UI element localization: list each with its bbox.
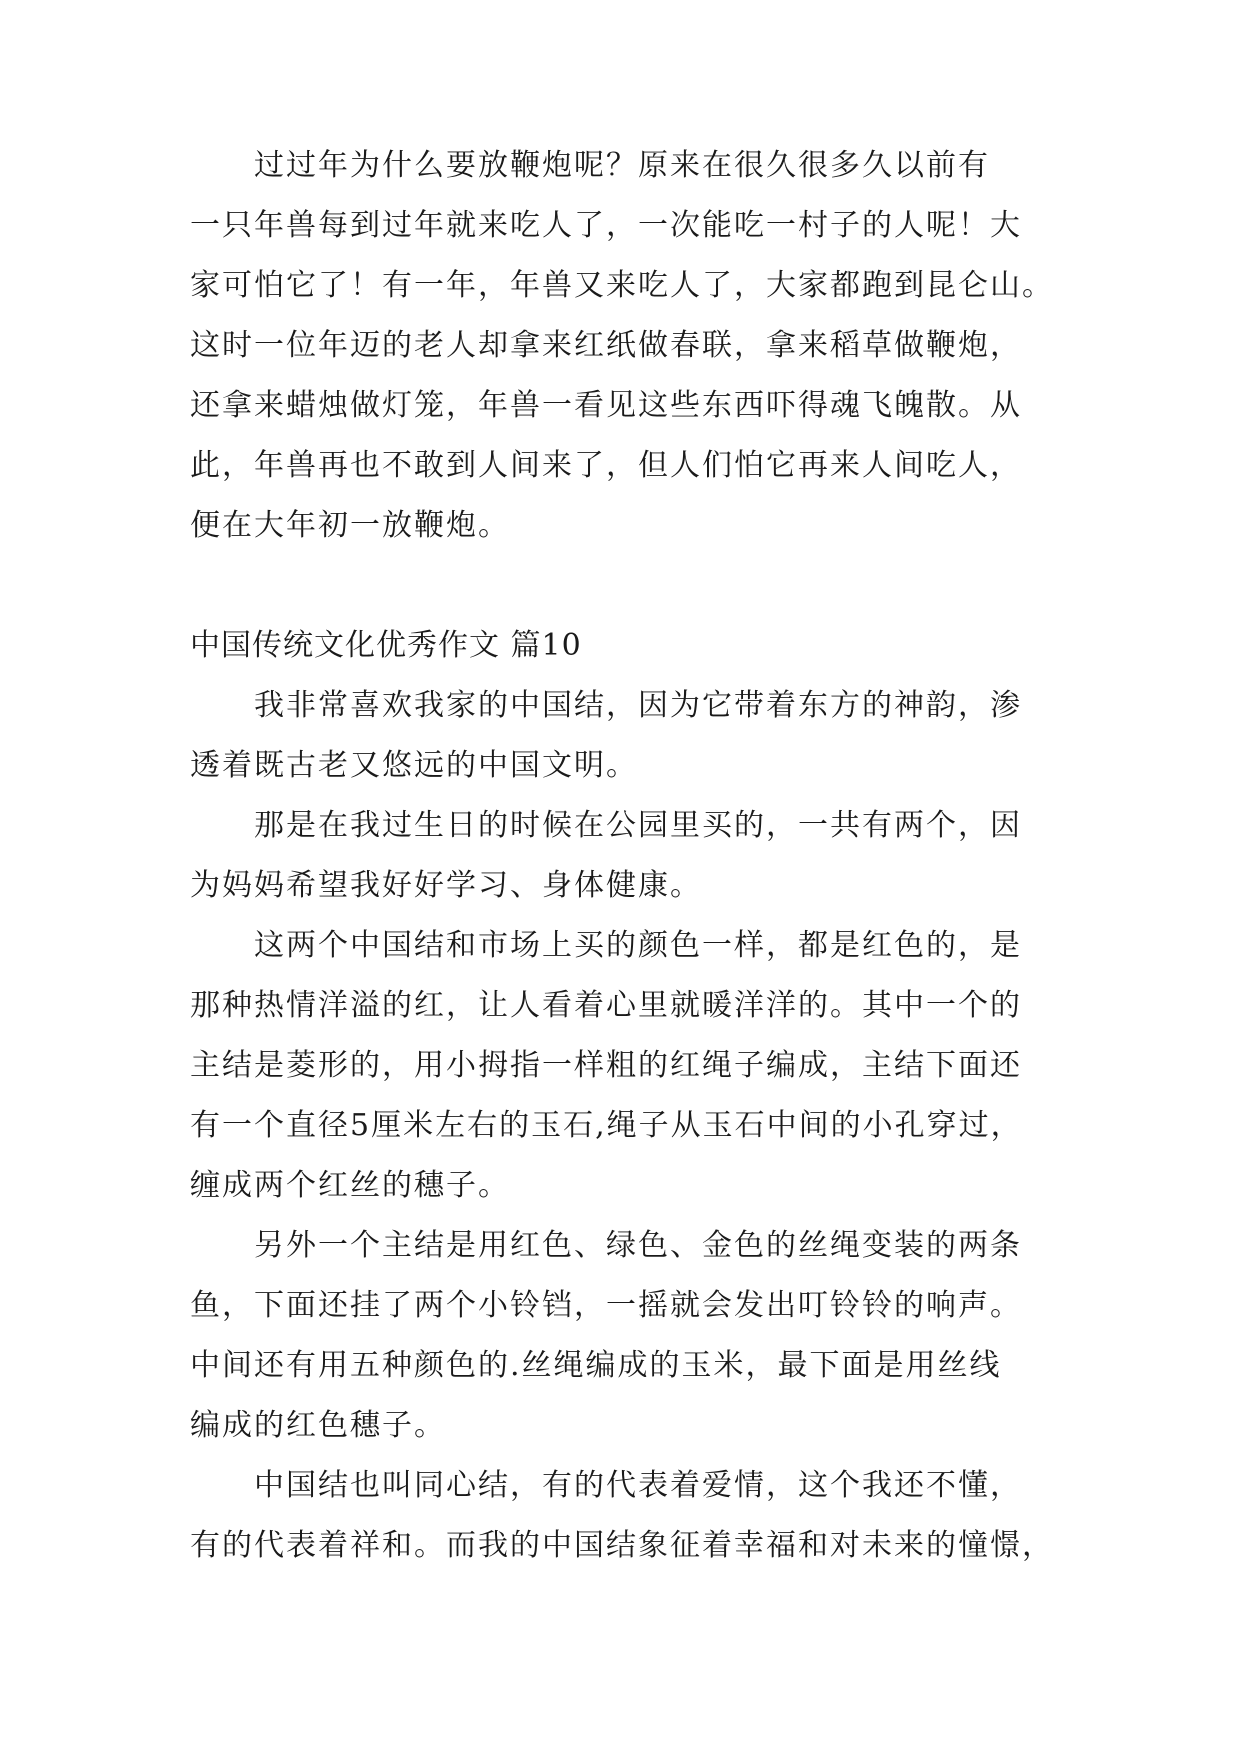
essay-heading bbox=[190, 616, 1050, 676]
paragraph-line: 这时一位年迈的老人却拿来红纸做春联，拿来稻草做鞭炮， bbox=[190, 328, 1022, 363]
paragraph-line: 另外一个主结是用红色、绿色、金色的丝绳变装的两条 bbox=[254, 1228, 1022, 1263]
paragraph-line: 这两个中国结和市场上买的颜色一样，都是红色的，是 bbox=[254, 928, 1022, 963]
paragraph-line: 过过年为什么要放鞭炮呢？原来在很久很多久以前有 bbox=[254, 148, 990, 183]
paragraph-line: 那是在我过生日的时候在公园里买的，一共有两个，因 bbox=[254, 808, 1022, 843]
paragraph-line: 那种热情洋溢的红，让人看着心里就暖洋洋的。其中一个的 bbox=[190, 988, 1022, 1023]
paragraph-line: 有一个直径5厘米左右的玉石,绳子从玉石中间的小孔穿过， bbox=[190, 1108, 1023, 1143]
paragraph-line: 鱼，下面还挂了两个小铃铛，一摇就会发出叮铃铃的响声。 bbox=[190, 1288, 1022, 1323]
paragraph-line: 家可怕它了！有一年，年兽又来吃人了，大家都跑到昆仑山。 bbox=[190, 268, 1054, 303]
paragraph-line: 中国结也叫同心结，有的代表着爱情，这个我还不懂， bbox=[254, 1468, 1022, 1503]
paragraph-line: 中间还有用五种颜色的.丝绳编成的玉米，最下面是用丝线 bbox=[190, 1348, 1002, 1383]
paragraph-second-knot bbox=[190, 1216, 1050, 1456]
paragraph-intro bbox=[190, 676, 1050, 796]
paragraph-nian-beast bbox=[190, 136, 1054, 556]
paragraph-line: 为妈妈希望我好好学习、身体健康。 bbox=[190, 868, 702, 903]
paragraph-line: 此，年兽再也不敢到人间来了，但人们怕它再来人间吃人， bbox=[190, 448, 1022, 483]
paragraph-line: 我非常喜欢我家的中国结，因为它带着东方的神韵，渗 bbox=[254, 688, 1022, 723]
paragraph-meaning bbox=[190, 1456, 1054, 1576]
paragraph-line: 还拿来蜡烛做灯笼，年兽一看见这些东西吓得魂飞魄散。从 bbox=[190, 388, 1022, 423]
paragraph-line: 便在大年初一放鞭炮。 bbox=[190, 508, 510, 543]
paragraph-line: 缠成两个红丝的穗子。 bbox=[190, 1168, 510, 1203]
paragraph-line: 一只年兽每到过年就来吃人了，一次能吃一村子的人呢！大 bbox=[190, 208, 1022, 243]
paragraph-line: 有的代表着祥和。而我的中国结象征着幸福和对未来的憧憬， bbox=[190, 1528, 1054, 1563]
paragraph-birthday bbox=[190, 796, 1050, 916]
paragraph-line: 编成的红色穗子。 bbox=[190, 1408, 446, 1443]
paragraph-line: 透着既古老又悠远的中国文明。 bbox=[190, 748, 638, 783]
paragraph-first-knot bbox=[190, 916, 1050, 1216]
paragraph-line: 主结是菱形的，用小拇指一样粗的红绳子编成，主结下面还 bbox=[190, 1048, 1022, 1083]
section-title: 中国传统文化优秀作文 篇10 bbox=[190, 628, 582, 663]
